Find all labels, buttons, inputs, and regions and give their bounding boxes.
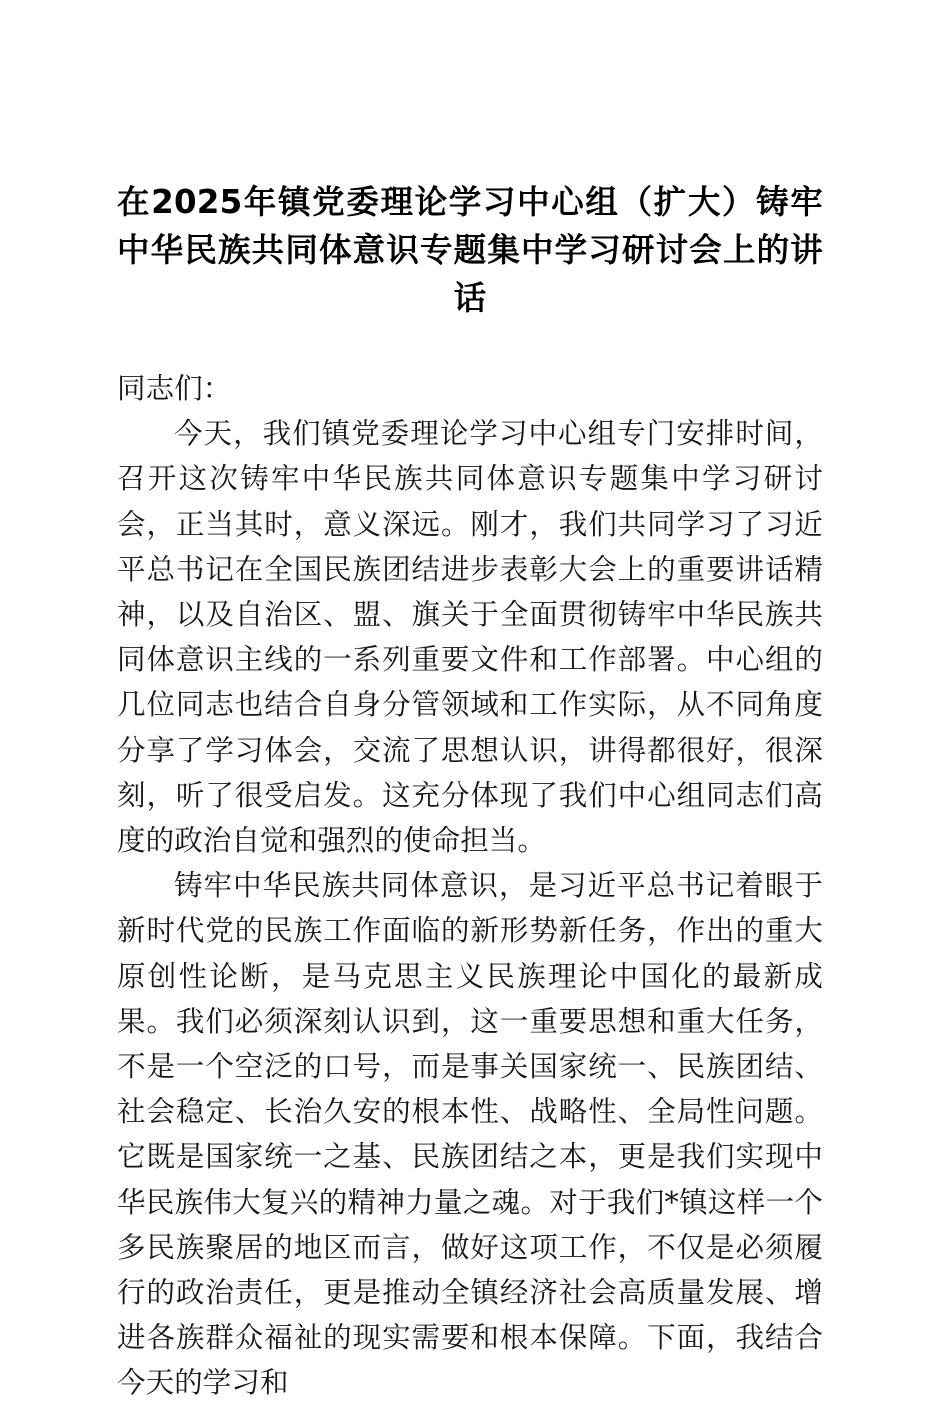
- paragraph-2: 铸牢中华民族共同体意识，是习近平总书记着眼于新时代党的民族工作面临的新形势新任务，作出的重大原创性论断，是马克思主义民族理论中国化的最新成果。我们必须深刻认识到，这一重要思想和重大任务，不是一个空泛的口号，而是事关国家统一、民族团结、社会稳定、长治久安的根本性、战略性、全局性问题。它既是国家统一之基、民族团结之本，更是我们实现中华民族伟大复兴的精神力量之魂。对于我们*镇这样一个多民族聚居的地区而言，做好这项工作，不仅是必须履行的政治责任，更是推动全镇经济社会高质量发展、增进各族群众福祉的现实需要和根本保障。下面，我结合今天的学习和: [117, 869, 823, 1400]
- page-title: 在2025年镇党委理论学习中心组（扩大）铸牢中华民族共同体意识专题集中学习研讨会上的讲话: [117, 183, 823, 317]
- title-body-spacer: [117, 322, 823, 366]
- document-body-column: [117, 178, 823, 1406]
- salutation-line: 同志们：: [117, 372, 232, 405]
- paragraph-1: 今天，我们镇党委理论学习中心组专门安排时间，召开这次铸牢中华民族共同体意识专题集中学习研讨会，正当其时，意义深远。刚才，我们共同学习了习近平总书记在全国民族团结进步表彰大会上的重要讲话精神，以及自治区、盟、旗关于全面贯彻铸牢中华民族共同体意识主线的一系列重要文件和工作部署。中心组的几位同志也结合自身分管领域和工作实际，从不同角度分享了学习体会，交流了思想认识，讲得都很好，很深刻，听了很受启发。这充分体现了我们中心组同志们高度的政治自觉和强烈的使命担当。: [117, 417, 823, 858]
